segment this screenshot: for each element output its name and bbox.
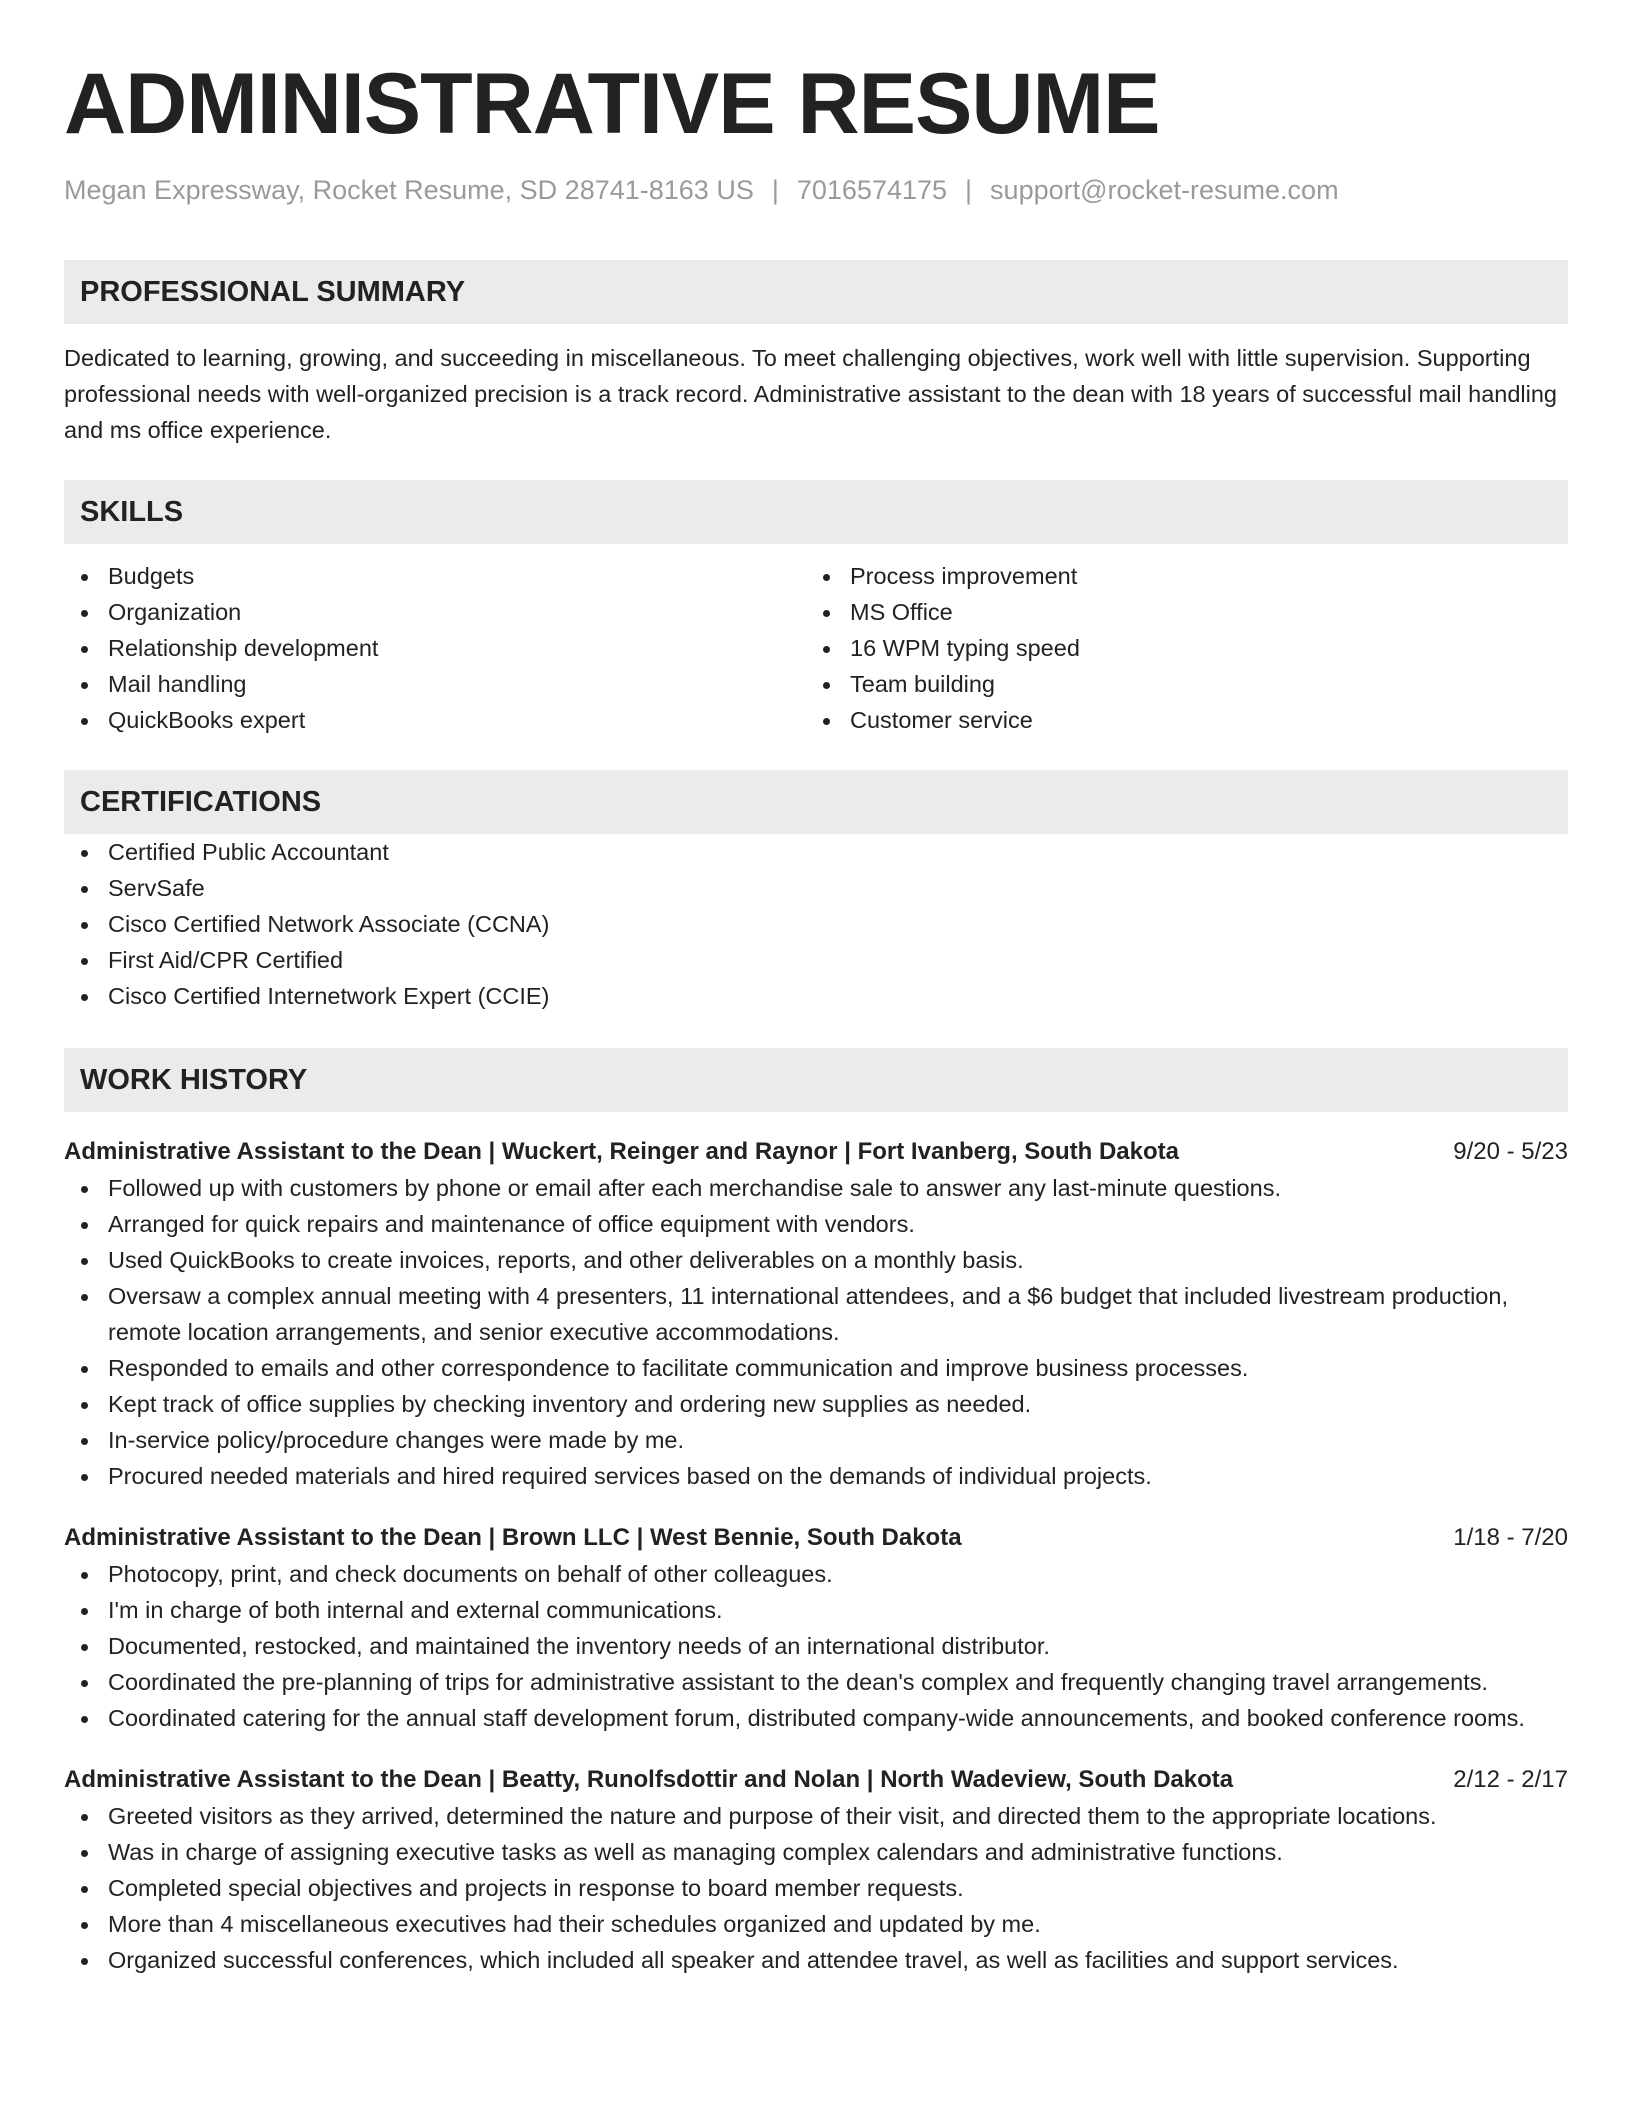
job-title: Administrative Assistant to the Dean | Brown LLC | West Bennie, South Dakota — [64, 1524, 962, 1551]
skill-item: Customer service — [806, 702, 1548, 738]
certification-item: Certified Public Accountant — [64, 834, 1568, 870]
job-duty-item: In-service policy/procedure changes were made by me. — [64, 1422, 1568, 1458]
job-header — [64, 1520, 1568, 1556]
skills-list-left — [64, 558, 806, 738]
job-duty-item: Organized successful conferences, which included all speaker and attendee travel, as well as facilities and support services. — [64, 1942, 1568, 1978]
skills-list-right — [806, 558, 1548, 738]
job-duty-item: Responded to emails and other correspondence to facilitate communication and improve business processes. — [64, 1350, 1568, 1386]
job-duties-list — [64, 1798, 1568, 1978]
certification-item: Cisco Certified Internetwork Expert (CCIE) — [64, 978, 1568, 1014]
skill-item: QuickBooks expert — [64, 702, 806, 738]
contact-separator: | — [771, 175, 779, 205]
certification-item: First Aid/CPR Certified — [64, 942, 1568, 978]
job-duty-item: Oversaw a complex annual meeting with 4 presenters, 11 international attendees, and a $6 budget that included livestream production, remote location arrangements, and senior executive accommodations. — [64, 1278, 1568, 1350]
job-duty-item: Kept track of office supplies by checking inventory and ordering new supplies as needed. — [64, 1386, 1568, 1422]
job-entry — [64, 1520, 1568, 1736]
skill-item: Budgets — [64, 558, 806, 594]
job-duty-item: Was in charge of assigning executive tasks as well as managing complex calendars and administrative functions. — [64, 1834, 1568, 1870]
certification-item: Cisco Certified Network Associate (CCNA) — [64, 906, 1568, 942]
job-entry — [64, 1134, 1568, 1494]
contact-phone: 7016574175 — [796, 175, 948, 205]
skill-item: 16 WPM typing speed — [806, 630, 1548, 666]
contact-email[interactable]: support@rocket-resume.com — [990, 175, 1339, 205]
contact-separator: | — [965, 175, 973, 205]
job-header — [64, 1762, 1568, 1798]
job-entry — [64, 1762, 1568, 1978]
job-header — [64, 1134, 1568, 1170]
job-duty-item: Photocopy, print, and check documents on behalf of other colleagues. — [64, 1556, 1568, 1592]
summary-text: Dedicated to learning, growing, and succeeding in miscellaneous. To meet challenging objectives, work well with little supervision. Supporting professional needs with well-organized precision is a track record. Administrative assistant to the dean with 18 years of successful mail handling and ms office experience. — [64, 345, 1557, 443]
section-heading-work-history: WORK HISTORY — [64, 1048, 1568, 1112]
skills-column-right — [806, 558, 1548, 738]
job-duty-item: Documented, restocked, and maintained the inventory needs of an international distributor. — [64, 1628, 1568, 1664]
job-duty-item: Followed up with customers by phone or email after each merchandise sale to answer any last-minute questions. — [64, 1170, 1568, 1206]
certification-item: ServSafe — [64, 870, 1568, 906]
resume-title: ADMINISTRATIVE RESUME — [64, 56, 1160, 152]
skills-grid — [64, 558, 1568, 738]
skill-item: Relationship development — [64, 630, 806, 666]
skill-item: Team building — [806, 666, 1548, 702]
job-duties-list — [64, 1556, 1568, 1736]
job-duties-list — [64, 1170, 1568, 1494]
job-title: Administrative Assistant to the Dean | Wuckert, Reinger and Raynor | Fort Ivanberg, South Dakota — [64, 1138, 1179, 1165]
job-duty-item: Completed special objectives and projects in response to board member requests. — [64, 1870, 1568, 1906]
job-title: Administrative Assistant to the Dean | Beatty, Runolfsdottir and Nolan | North Wadeview, South Dakota — [64, 1766, 1234, 1793]
job-duty-item: Coordinated catering for the annual staff development forum, distributed company-wide announcements, and booked conference rooms. — [64, 1700, 1568, 1736]
skill-item: MS Office — [806, 594, 1548, 630]
job-duty-item: Greeted visitors as they arrived, determined the nature and purpose of their visit, and directed them to the appropriate locations. — [64, 1798, 1568, 1834]
contact-address: Megan Expressway, Rocket Resume, SD 28741-8163 US — [64, 175, 754, 205]
skill-item: Mail handling — [64, 666, 806, 702]
job-duty-item: I'm in charge of both internal and external communications. — [64, 1592, 1568, 1628]
section-heading-skills: SKILLS — [64, 480, 1568, 544]
job-duty-item: More than 4 miscellaneous executives had their schedules organized and updated by me. — [64, 1906, 1568, 1942]
skill-item: Organization — [64, 594, 806, 630]
job-dates: 2/12 - 2/17 — [1453, 1766, 1568, 1793]
job-duty-item: Procured needed materials and hired required services based on the demands of individual projects. — [64, 1458, 1568, 1494]
section-heading-certifications: CERTIFICATIONS — [64, 770, 1568, 834]
job-dates: 9/20 - 5/23 — [1453, 1138, 1568, 1165]
section-heading-summary: PROFESSIONAL SUMMARY — [64, 260, 1568, 324]
job-duty-item: Used QuickBooks to create invoices, reports, and other deliverables on a monthly basis. — [64, 1242, 1568, 1278]
job-duty-item: Arranged for quick repairs and maintenance of office equipment with vendors. — [64, 1206, 1568, 1242]
job-duty-item: Coordinated the pre-planning of trips for administrative assistant to the dean's complex and frequently changing travel arrangements. — [64, 1664, 1568, 1700]
certifications-list — [64, 834, 1568, 1014]
contact-line — [64, 172, 1568, 208]
skill-item: Process improvement — [806, 558, 1548, 594]
job-dates: 1/18 - 7/20 — [1453, 1524, 1568, 1551]
skills-column-left — [64, 558, 806, 738]
